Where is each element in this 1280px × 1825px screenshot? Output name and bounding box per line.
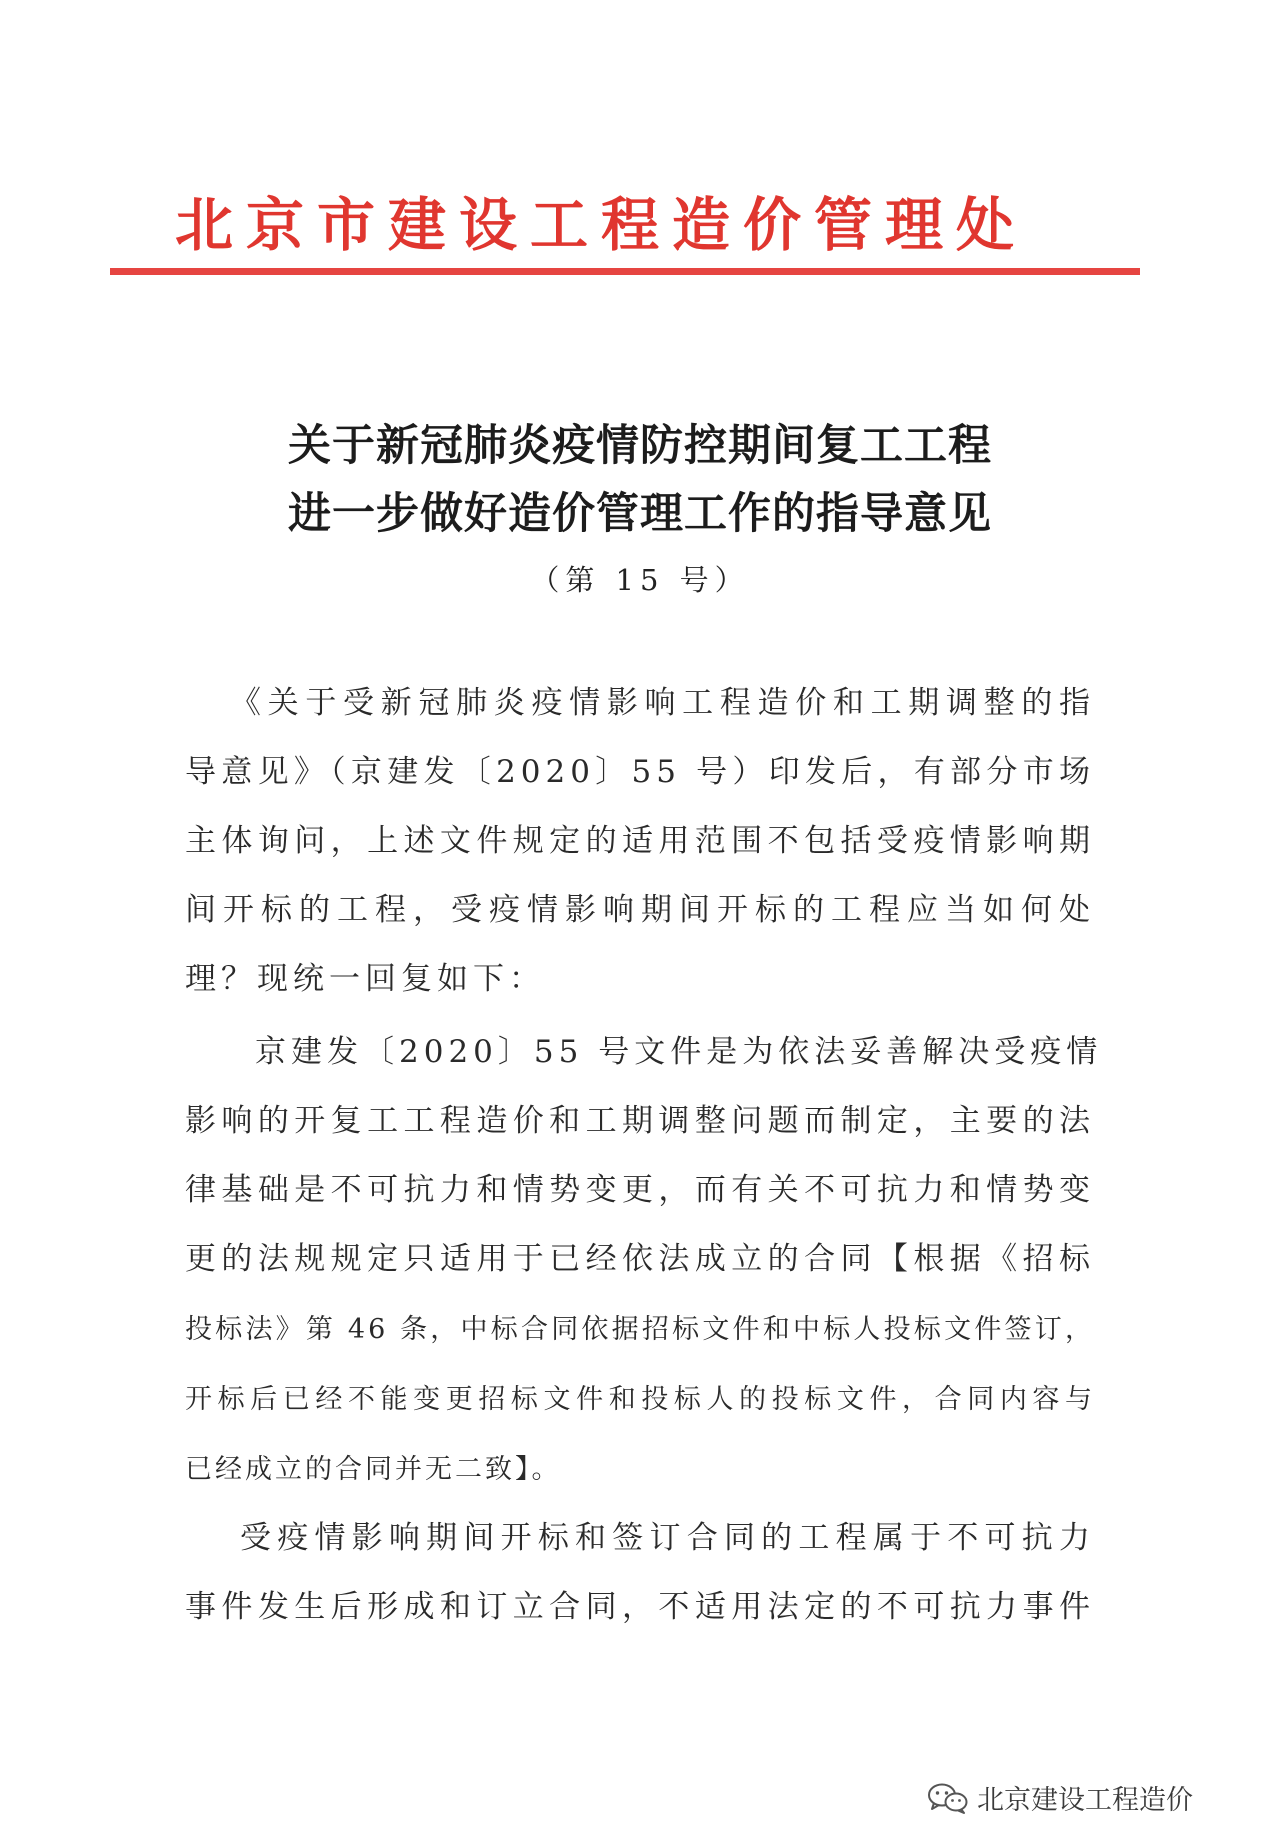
- body-line: 主体询问，上述文件规定的适用范围不包括受疫情影响期: [185, 823, 1095, 859]
- body-line: 开标后已经不能变更招标文件和投标人的投标文件，合同内容与: [185, 1384, 1095, 1415]
- letterhead-rule: [110, 268, 1140, 275]
- watermark: [927, 1778, 1193, 1817]
- body-line: 京建发〔2020〕55 号文件是为依法妥善解决受疫情: [255, 1034, 1103, 1070]
- watermark-label: 北京建设工程造价: [977, 1785, 1193, 1816]
- body-line: 影响的开复工工程造价和工期调整问题而制定，主要的法: [185, 1103, 1095, 1139]
- document-title-line-2: 进一步做好造价管理工作的指导意见: [288, 489, 992, 539]
- wechat-icon: [927, 1782, 969, 1814]
- document-number: （第 15 号）: [530, 563, 750, 597]
- document-title-line-1: 关于新冠肺炎疫情防控期间复工工程: [288, 421, 992, 471]
- body-line: 事件发生后形成和订立合同，不适用法定的不可抗力事件: [185, 1589, 1095, 1625]
- body-line: 更的法规规定只适用于已经依法成立的合同【根据《招标: [185, 1241, 1095, 1277]
- body-line: 投标法》第 46 条，中标合同依据招标文件和中标人投标文件签订，: [185, 1314, 1095, 1345]
- body-line: 律基础是不可抗力和情势变更，而有关不可抗力和情势变: [185, 1172, 1095, 1208]
- body-line: 受疫情影响期间开标和签订合同的工程属于不可抗力: [240, 1520, 1095, 1556]
- body-line: 间开标的工程，受疫情影响期间开标的工程应当如何处: [185, 892, 1095, 928]
- letterhead-title: 北京市建设工程造价管理处: [175, 191, 1028, 259]
- body-line: 已经成立的合同并无二致】。: [185, 1454, 562, 1485]
- body-line: 导意见》（京建发〔2020〕55 号）印发后，有部分市场: [185, 754, 1095, 790]
- body-line: 理？现统一回复如下：: [185, 961, 545, 997]
- body-line: 《关于受新冠肺炎疫情影响工程造价和工期调整的指: [230, 685, 1095, 721]
